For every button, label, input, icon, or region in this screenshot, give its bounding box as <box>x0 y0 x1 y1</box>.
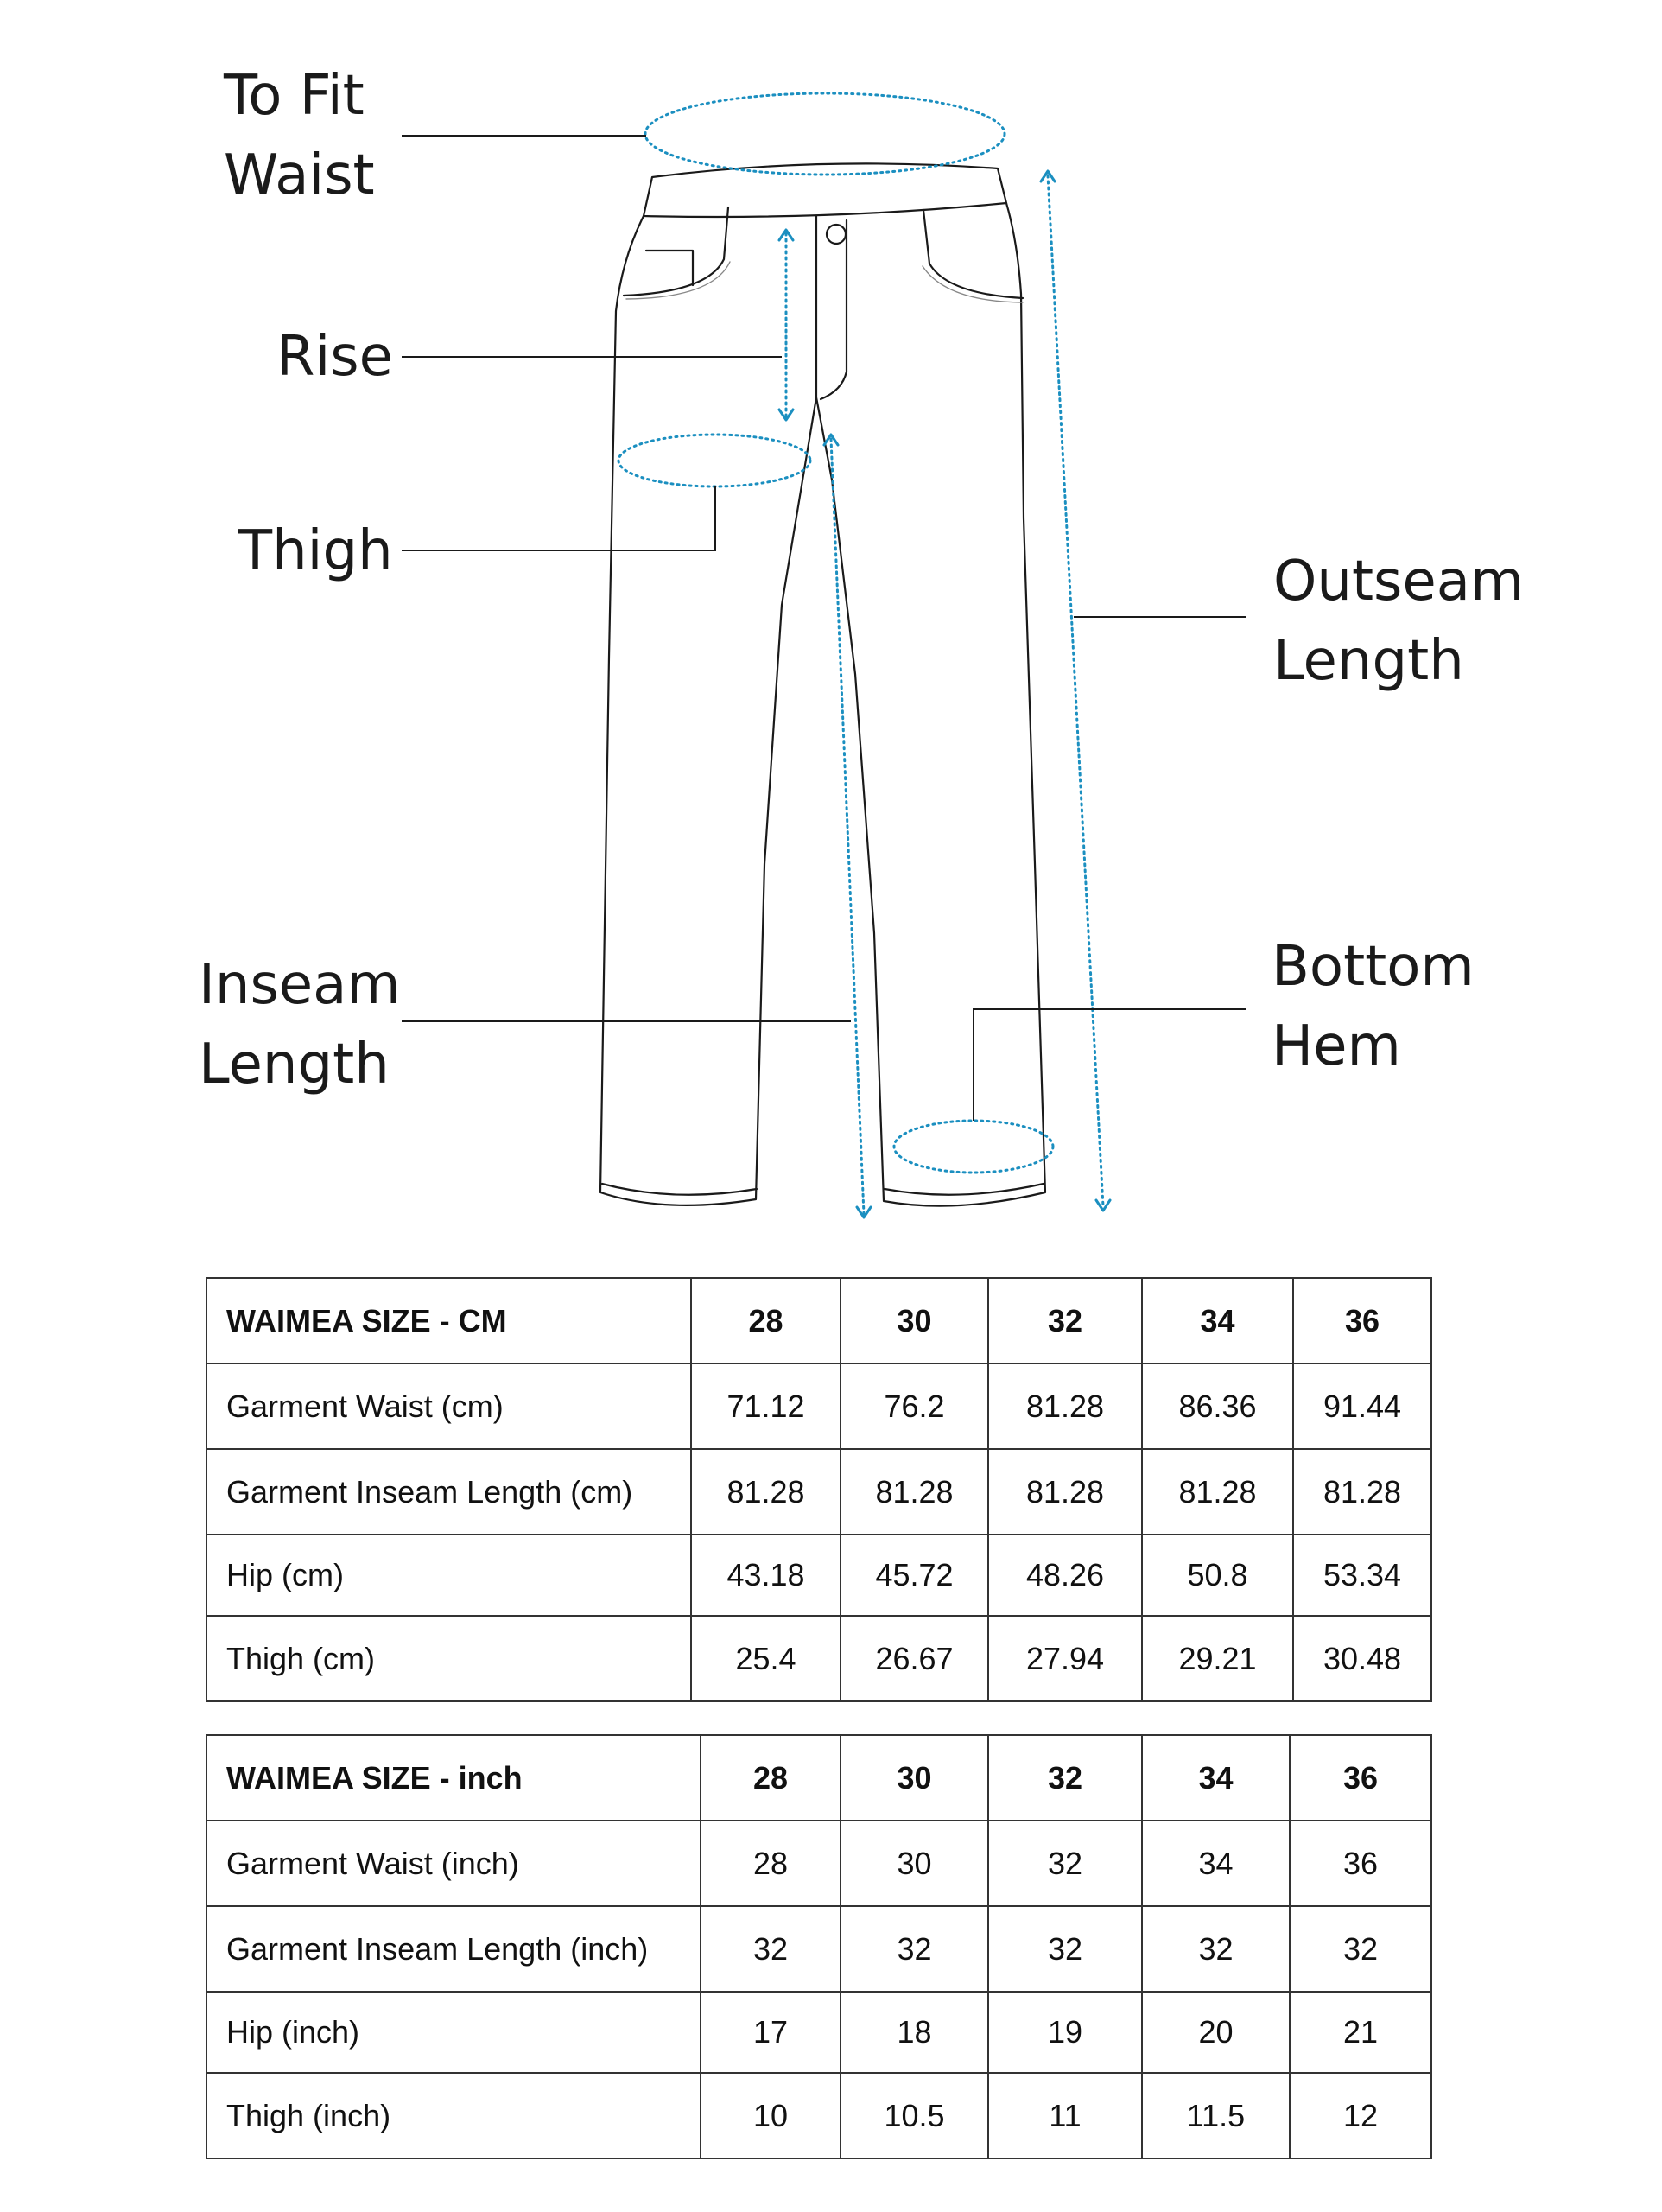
table-cell: 86.36 <box>1142 1363 1293 1449</box>
table-cell: 48.26 <box>988 1535 1142 1616</box>
waistband-outline <box>644 163 1006 217</box>
thigh-leader <box>402 486 715 550</box>
bottom-hem-leader <box>974 1009 1246 1121</box>
table-cell: 32 <box>841 1906 988 1992</box>
bottom-hem-label-line-2: Hem <box>1272 1014 1401 1078</box>
waist-label-line-2: Waist <box>224 143 375 207</box>
table-row <box>206 2073 1431 2158</box>
right-hem-line <box>885 1184 1044 1195</box>
table-cell: 30.48 <box>1293 1616 1431 1701</box>
left-hem-line <box>602 1184 757 1195</box>
size-header: 36 <box>1290 1735 1431 1821</box>
table-row <box>206 1616 1431 1701</box>
size-header: 28 <box>701 1735 841 1821</box>
left-pocket-inner <box>626 262 730 299</box>
table-cell: 10.5 <box>841 2073 988 2158</box>
size-header: 36 <box>1293 1278 1431 1363</box>
table-cell: 36 <box>1290 1821 1431 1906</box>
size-header: 34 <box>1142 1278 1293 1363</box>
size-header: 32 <box>988 1735 1142 1821</box>
size-table-cm <box>206 1277 1432 1702</box>
size-header: 30 <box>841 1735 988 1821</box>
table-cell: 71.12 <box>691 1363 841 1449</box>
table-cell: 81.28 <box>988 1363 1142 1449</box>
table-cell: 10 <box>701 2073 841 2158</box>
table-header-row <box>206 1278 1431 1363</box>
table-cell: 32 <box>1290 1906 1431 1992</box>
table-title: WAIMEA SIZE - CM <box>206 1278 691 1363</box>
table-cell: 91.44 <box>1293 1363 1431 1449</box>
waist-label-line-1: To Fit <box>224 64 365 128</box>
thigh-label: Thigh <box>238 519 393 583</box>
bottom-hem-measure <box>894 1121 1053 1173</box>
table-cell: 11.5 <box>1142 2073 1290 2158</box>
inseam-label <box>199 945 401 1104</box>
table-cell: 19 <box>988 1992 1142 2073</box>
row-label: Garment Inseam Length (inch) <box>206 1906 701 1992</box>
table-cell: 17 <box>701 1992 841 2073</box>
table-title: WAIMEA SIZE - inch <box>206 1735 701 1821</box>
table-cell: 81.28 <box>988 1449 1142 1535</box>
table-header-row <box>206 1735 1431 1821</box>
table-row <box>206 1821 1431 1906</box>
table-cell: 81.28 <box>1142 1449 1293 1535</box>
inseam-label-line-2: Length <box>199 1033 390 1096</box>
rise-label: Rise <box>276 325 393 389</box>
table-cell: 76.2 <box>841 1363 988 1449</box>
table-cell: 32 <box>988 1821 1142 1906</box>
table-cell: 11 <box>988 2073 1142 2158</box>
coin-pocket <box>646 251 693 285</box>
row-label: Hip (cm) <box>206 1535 691 1616</box>
table-cell: 20 <box>1142 1992 1290 2073</box>
row-label: Garment Inseam Length (cm) <box>206 1449 691 1535</box>
table-cell: 28 <box>701 1821 841 1906</box>
table-cell: 32 <box>1142 1906 1290 1992</box>
table-cell: 81.28 <box>691 1449 841 1535</box>
table-cell: 29.21 <box>1142 1616 1293 1701</box>
thigh-measure <box>618 435 810 486</box>
table-cell: 30 <box>841 1821 988 1906</box>
size-header: 30 <box>841 1278 988 1363</box>
table-cell: 81.28 <box>1293 1449 1431 1535</box>
table-cell: 27.94 <box>988 1616 1142 1701</box>
bottom-hem-label-line-1: Bottom <box>1272 935 1475 999</box>
table-cell: 25.4 <box>691 1616 841 1701</box>
outseam-label <box>1273 542 1524 701</box>
inseam-measure <box>831 439 864 1214</box>
table-row <box>206 1906 1431 1992</box>
table-row <box>206 1992 1431 2073</box>
table-row <box>206 1449 1431 1535</box>
table-cell: 81.28 <box>841 1449 988 1535</box>
size-header: 34 <box>1142 1735 1290 1821</box>
size-header: 28 <box>691 1278 841 1363</box>
table-row <box>206 1363 1431 1449</box>
pants-outline <box>600 203 1045 1206</box>
row-label: Hip (inch) <box>206 1992 701 2073</box>
table-cell: 26.67 <box>841 1616 988 1701</box>
row-label: Garment Waist (cm) <box>206 1363 691 1449</box>
table-cell: 32 <box>988 1906 1142 1992</box>
table-cell: 34 <box>1142 1821 1290 1906</box>
button <box>827 225 846 244</box>
row-label: Thigh (inch) <box>206 2073 701 2158</box>
table-cell: 43.18 <box>691 1535 841 1616</box>
outseam-label-line-1: Outseam <box>1273 550 1525 613</box>
outseam-label-line-2: Length <box>1273 629 1464 693</box>
row-label: Thigh (cm) <box>206 1616 691 1701</box>
table-cell: 45.72 <box>841 1535 988 1616</box>
table-cell: 18 <box>841 1992 988 2073</box>
right-pocket <box>923 210 1023 298</box>
inseam-label-line-1: Inseam <box>199 953 401 1017</box>
waist-measure <box>645 93 1005 175</box>
fly-stitch <box>821 220 847 399</box>
table-row <box>206 1535 1431 1616</box>
table-cell: 32 <box>701 1906 841 1992</box>
waist-label <box>224 56 375 215</box>
bottom-hem-label <box>1272 927 1475 1086</box>
size-header: 32 <box>988 1278 1142 1363</box>
size-table-inch <box>206 1734 1432 2159</box>
row-label: Garment Waist (inch) <box>206 1821 701 1906</box>
table-cell: 50.8 <box>1142 1535 1293 1616</box>
table-cell: 21 <box>1290 1992 1431 2073</box>
table-cell: 53.34 <box>1293 1535 1431 1616</box>
table-cell: 12 <box>1290 2073 1431 2158</box>
outseam-measure <box>1048 175 1103 1206</box>
